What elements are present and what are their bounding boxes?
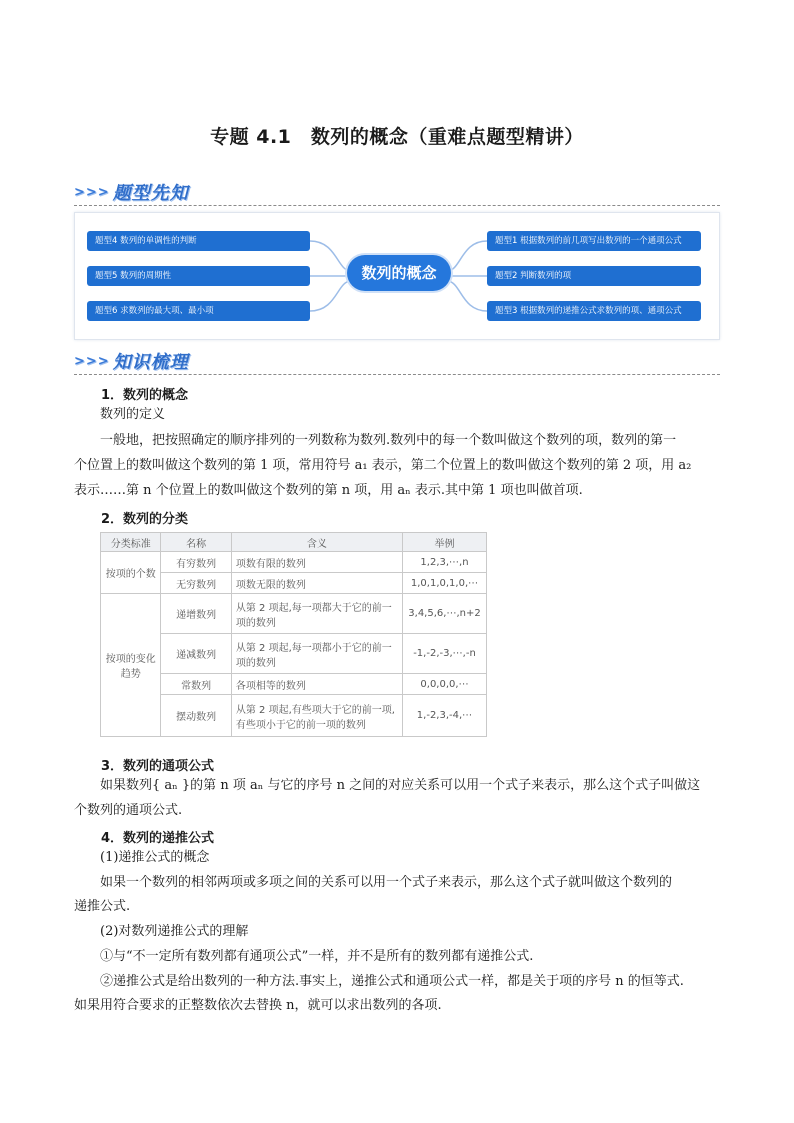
classification-table — [100, 532, 487, 737]
paragraph: 个数列的通项公式. — [74, 803, 183, 818]
paragraph: 数列的定义 — [100, 407, 166, 422]
mind-map-node-type1: 题型1 根据数列的前几项写出数列的一个通项公式 — [487, 231, 701, 251]
paragraph: 递推公式. — [74, 899, 131, 914]
banner-arrows-icon: >>> — [74, 353, 110, 369]
table-group-cell: 按项的变化趋势 — [101, 594, 161, 737]
mind-map-center: 数列的概念 — [347, 255, 451, 291]
table-cell: 常数列 — [161, 674, 231, 695]
table-cell: 3,4,5,6,⋯,n+2 — [403, 594, 487, 634]
section-heading: 2．数列的分类 — [101, 512, 189, 527]
mind-map-node-type3: 题型3 根据数列的递推公式求数列的项、通项公式 — [487, 301, 701, 321]
mind-map-node-type2: 题型2 判断数列的项 — [487, 266, 701, 286]
table-header: 含义 — [231, 533, 402, 552]
table-cell: 摆动数列 — [161, 695, 231, 737]
paragraph: 如果用符合要求的正整数依次去替换 n，就可以求出数列的各项. — [74, 998, 442, 1013]
banner-arrows-icon: >>> — [74, 184, 110, 200]
table-cell: 递增数列 — [161, 594, 231, 634]
table-row — [101, 552, 487, 573]
paragraph: ①与“不一定所有数列都有通项公式”一样，并不是所有的数列都有递推公式. — [100, 949, 534, 964]
table-cell: 项数有限的数列 — [231, 552, 402, 573]
table-header: 分类标准 — [101, 533, 161, 552]
table-cell: 递减数列 — [161, 634, 231, 674]
paragraph: (1)递推公式的概念 — [100, 850, 210, 865]
table-cell: 1,-2,3,-4,⋯ — [403, 695, 487, 737]
table-cell: 0,0,0,0,⋯ — [403, 674, 487, 695]
paragraph: 如果一个数列的相邻两项或多项之间的关系可以用一个式子来表示，那么这个式子就叫做这个数列的 — [100, 875, 673, 890]
table-header: 名称 — [161, 533, 231, 552]
dashed-divider — [74, 374, 720, 375]
mind-map-node-type4: 题型4 数列的单调性的判断 — [87, 231, 310, 251]
mind-map-node-type5: 题型5 数列的周期性 — [87, 266, 310, 286]
section-heading: 1．数列的概念 — [101, 388, 189, 403]
table-cell: 从第 2 项起,每一项都小于它的前一项的数列 — [231, 634, 402, 674]
table-cell: 有穷数列 — [161, 552, 231, 573]
table-cell: 1,0,1,0,1,0,⋯ — [403, 573, 487, 594]
paragraph: 一般地，把按照确定的顺序排列的一列数称为数列.数列中的每一个数叫做这个数列的项，数列的第一 — [100, 433, 677, 448]
banner-label: 知识梳理 — [112, 352, 189, 373]
paragraph: 如果数列{ aₙ }的第 n 项 aₙ 与它的序号 n 之间的对应关系可以用一个式子来表示，那么这个式子叫做这 — [100, 778, 701, 793]
page-title: 专题 4.1 数列的概念（重难点题型精讲） — [210, 126, 584, 148]
mind-map — [74, 212, 720, 340]
mind-map-node-type6: 题型6 求数列的最大项、最小项 — [87, 301, 310, 321]
table-cell: 从第 2 项起,有些项大于它的前一项,有些项小于它的前一项的数列 — [231, 695, 402, 737]
table-row — [101, 594, 487, 634]
banner-label: 题型先知 — [112, 183, 189, 204]
table-cell: 各项相等的数列 — [231, 674, 402, 695]
section-banner-knowledge — [74, 350, 189, 372]
table-group-cell: 按项的个数 — [101, 552, 161, 594]
paragraph: (2)对数列递推公式的理解 — [100, 924, 249, 939]
section-banner-question-types — [74, 181, 189, 203]
table-cell: 项数无限的数列 — [231, 573, 402, 594]
dashed-divider — [74, 205, 720, 206]
paragraph: 个位置上的数叫做这个数列的第 1 项，常用符号 a₁ 表示，第二个位置上的数叫做这个数列的第 2 项，用 a₂ — [74, 458, 692, 473]
table-cell: 无穷数列 — [161, 573, 231, 594]
table-cell: 1,2,3,⋯,n — [403, 552, 487, 573]
table-header: 举例 — [403, 533, 487, 552]
paragraph: ②递推公式是给出数列的一种方法.事实上，递推公式和通项公式一样，都是关于项的序号 n 的恒等式. — [100, 974, 684, 989]
section-heading: 4．数列的递推公式 — [101, 831, 215, 846]
table-cell: 从第 2 项起,每一项都大于它的前一项的数列 — [231, 594, 402, 634]
section-heading: 3．数列的通项公式 — [101, 759, 215, 774]
table-cell: -1,-2,-3,⋯,-n — [403, 634, 487, 674]
paragraph: 表示……第 n 个位置上的数叫做这个数列的第 n 项，用 aₙ 表示.其中第 1 项也叫做首项. — [74, 483, 583, 498]
